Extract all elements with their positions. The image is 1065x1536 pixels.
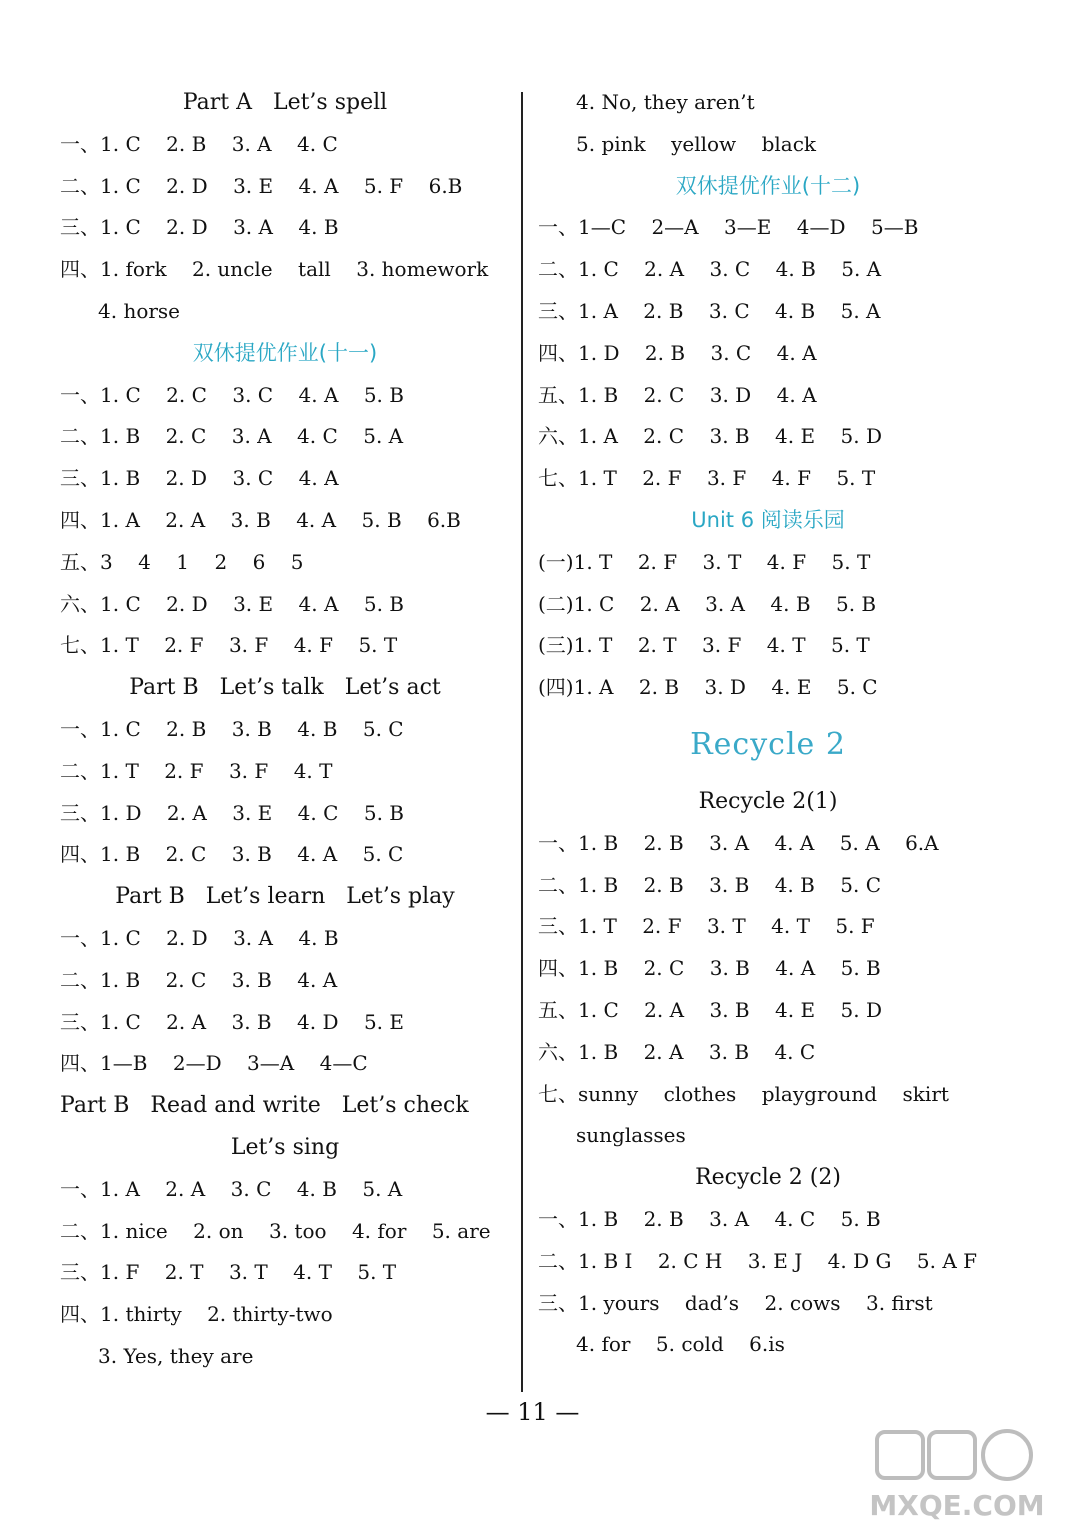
answer-line: 四、1. B 2. C 3. B 4. A 5. B bbox=[538, 956, 881, 981]
answer-line: 三、1. C 2. A 3. B 4. D 5. E bbox=[60, 1009, 404, 1034]
section-heading: Let’s sing bbox=[230, 1134, 340, 1160]
answer-line: 4. horse bbox=[98, 298, 181, 323]
section-heading: Part B Read and write Let’s check bbox=[60, 1093, 469, 1119]
section-heading: Part A Let’s spell bbox=[182, 90, 388, 115]
answer-line: 二、1. B 2. C 3. A 4. C 5. A bbox=[60, 424, 404, 449]
answer-line: 二、1. B 2. B 3. B 4. B 5. C bbox=[538, 872, 882, 897]
answer-line: 二、1. B I 2. C H 3. E J 4. D G 5. A F bbox=[538, 1248, 977, 1273]
section-heading: Recycle 2 (2) bbox=[695, 1165, 841, 1191]
answer-line: 一、1. A 2. A 3. C 4. B 5. A bbox=[60, 1176, 403, 1201]
answer-line: 一、1. C 2. C 3. C 4. A 5. B bbox=[60, 382, 404, 407]
answer-line: 二、1. C 2. A 3. C 4. B 5. A bbox=[538, 257, 882, 282]
page-number: — 11 — bbox=[485, 1398, 580, 1426]
answer-line: 一、1—C 2—A 3—E 4—D 5—B bbox=[538, 215, 919, 240]
section-heading: Recycle 2(1) bbox=[698, 788, 838, 814]
answer-line: 一、1. C 2. D 3. A 4. B bbox=[60, 925, 339, 950]
right-column bbox=[538, 82, 998, 1366]
answer-line: 五、1. B 2. C 3. D 4. A bbox=[538, 382, 817, 407]
section-heading: 双休提优作业(十一) bbox=[192, 340, 378, 365]
answer-line: 三、1. yours dad’s 2. cows 3. first bbox=[538, 1290, 933, 1315]
answer-line: (二)1. C 2. A 3. A 4. B 5. B bbox=[538, 591, 877, 616]
answer-line: 四、1. B 2. C 3. B 4. A 5. C bbox=[60, 842, 404, 867]
section-heading: Part B Let’s talk Let’s act bbox=[129, 675, 441, 701]
answer-line: 四、1. D 2. B 3. C 4. A bbox=[538, 340, 817, 365]
answer-line: 四、1. thirty 2. thirty-two bbox=[60, 1302, 333, 1327]
answer-line: sunglasses bbox=[576, 1123, 686, 1148]
answer-line: (四)1. A 2. B 3. D 4. E 5. C bbox=[538, 675, 878, 700]
section-heading: 双休提优作业(十二) bbox=[675, 173, 861, 198]
answer-line: 3. Yes, they are bbox=[98, 1343, 254, 1368]
answer-line: 一、1. C 2. B 3. B 4. B 5. C bbox=[60, 716, 404, 741]
answer-line: 三、1. C 2. D 3. A 4. B bbox=[60, 215, 339, 240]
answer-line: 一、1. C 2. B 3. A 4. C bbox=[60, 131, 338, 156]
column-divider bbox=[521, 92, 523, 1392]
answer-line: 四、1—B 2—D 3—A 4—C bbox=[60, 1051, 368, 1076]
answer-line: 五、3 4 1 2 6 5 bbox=[60, 549, 304, 574]
answer-line: 三、1. B 2. D 3. C 4. A bbox=[60, 466, 339, 491]
section-heading: Unit 6 阅读乐园 bbox=[691, 507, 845, 532]
answer-line: 二、1. B 2. C 3. B 4. A bbox=[60, 967, 338, 992]
answer-line: 六、1. C 2. D 3. E 4. A 5. B bbox=[60, 591, 404, 616]
answer-line: 三、1. D 2. A 3. E 4. C 5. B bbox=[60, 800, 404, 825]
answer-line: 4. for 5. cold 6.is bbox=[576, 1332, 785, 1357]
answer-line: 七、1. T 2. F 3. F 4. F 5. T bbox=[60, 633, 398, 658]
answer-line: 六、1. A 2. C 3. B 4. E 5. D bbox=[538, 424, 882, 449]
answer-line: (三)1. T 2. T 3. F 4. T 5. T bbox=[538, 633, 870, 658]
left-column bbox=[60, 82, 510, 1378]
answer-line: 七、1. T 2. F 3. F 4. F 5. T bbox=[538, 466, 876, 491]
answer-line: 六、1. B 2. A 3. B 4. C bbox=[538, 1039, 816, 1064]
watermark-logo-icon bbox=[857, 1420, 1057, 1530]
answer-line: 四、1. A 2. A 3. B 4. A 5. B 6.B bbox=[60, 507, 461, 532]
unit-title: Recycle 2 bbox=[690, 726, 846, 762]
answer-line: 三、1. A 2. B 3. C 4. B 5. A bbox=[538, 298, 881, 323]
section-heading: Part B Let’s learn Let’s play bbox=[115, 884, 455, 910]
answer-line: 五、1. C 2. A 3. B 4. E 5. D bbox=[538, 997, 882, 1022]
answer-line: 一、1. B 2. B 3. A 4. C 5. B bbox=[538, 1206, 881, 1231]
svg-text:MXQE.COM: MXQE.COM bbox=[869, 1489, 1045, 1522]
answer-line: 二、1. C 2. D 3. E 4. A 5. F 6.B bbox=[60, 173, 463, 198]
answer-line: 一、1. B 2. B 3. A 4. A 5. A 6.A bbox=[538, 830, 939, 855]
answer-line: 七、sunny clothes playground skirt bbox=[538, 1081, 949, 1106]
answer-line: 5. pink yellow black bbox=[576, 131, 817, 156]
answer-line: (一)1. T 2. F 3. T 4. F 5. T bbox=[538, 549, 871, 574]
answer-line: 三、1. F 2. T 3. T 4. T 5. T bbox=[60, 1260, 397, 1285]
answer-line: 四、1. fork 2. uncle tall 3. homework bbox=[60, 257, 489, 282]
answer-line: 三、1. T 2. F 3. T 4. T 5. F bbox=[538, 914, 875, 939]
answer-line: 4. No, they aren’t bbox=[576, 90, 755, 114]
answer-line: 二、1. nice 2. on 3. too 4. for 5. are bbox=[60, 1218, 491, 1243]
answer-line: 二、1. T 2. F 3. F 4. T bbox=[60, 758, 333, 783]
